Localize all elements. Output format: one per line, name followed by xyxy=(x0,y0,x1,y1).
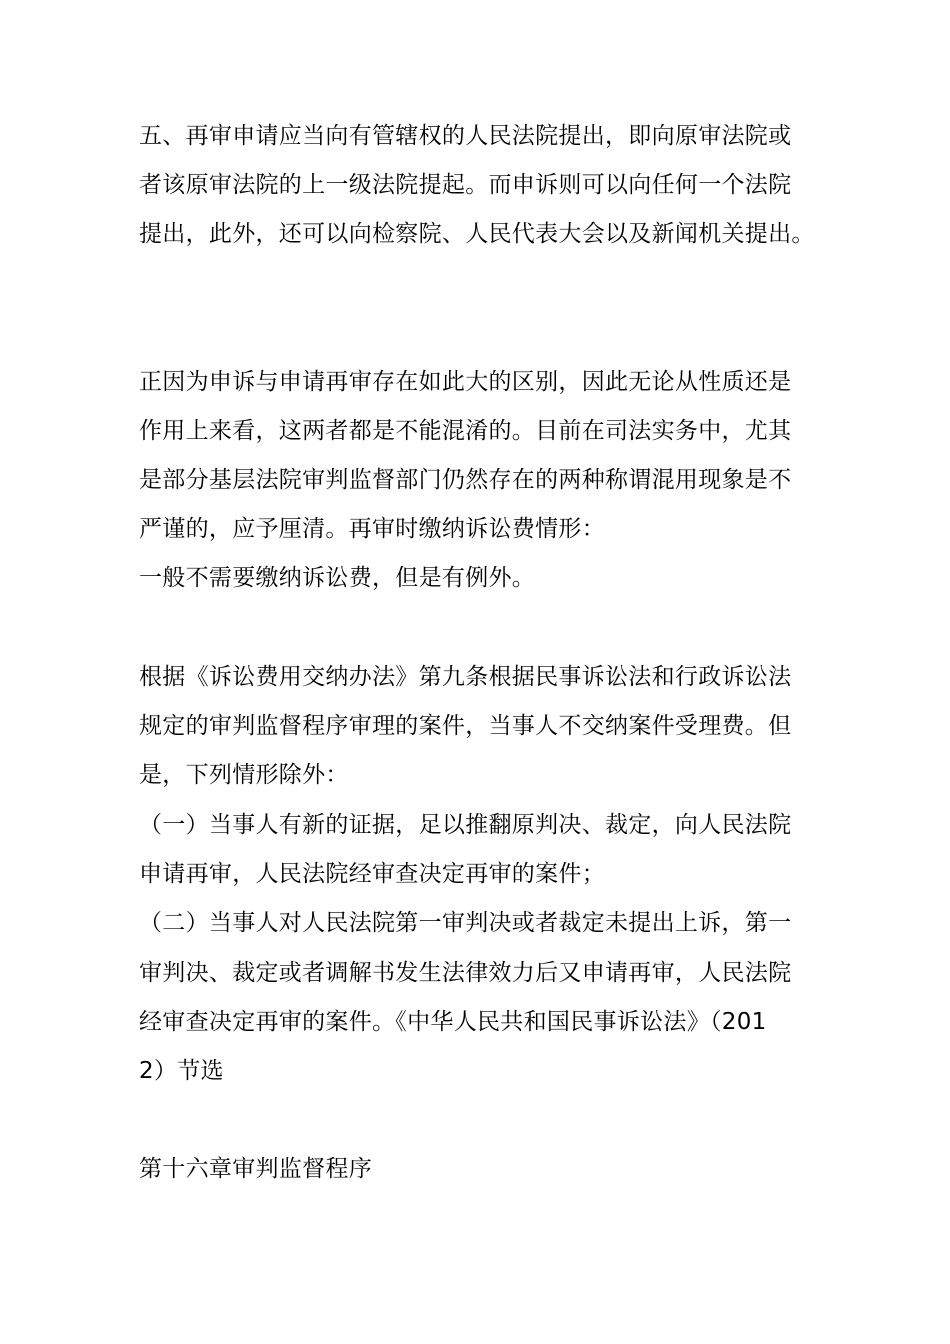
conclusion-line: 正因为申诉与申请再审存在如此大的区别，因此无论从性质还是 xyxy=(139,369,792,395)
exception-1-line: 申请再审，人民法院经审查决定再审的案件； xyxy=(139,861,605,887)
conclusion-line: 严谨的，应予厘清。再审时缴纳诉讼费情形： xyxy=(139,516,605,542)
paragraph-5-line: 者该原审法院的上一级法院提起。而申诉则可以向任何一个法院 xyxy=(139,172,792,198)
fee-rule-line: 一般不需要缴纳诉讼费，但是有例外。 xyxy=(139,565,536,591)
exception-2-line: 2）节选 xyxy=(139,1058,224,1084)
basis-line: 是，下列情形除外： xyxy=(139,762,349,788)
exception-2-line: 审判决、裁定或者调解书发生法律效力后又申请再审，人民法院 xyxy=(139,960,792,986)
paragraph-5-line: 五、再审申请应当向有管辖权的人民法院提出，即向原审法院或 xyxy=(139,123,792,149)
conclusion-line: 是部分基层法院审判监督部门仍然存在的两种称谓混用现象是不 xyxy=(139,467,792,493)
basis-line: 根据《诉讼费用交纳办法》第九条根据民事诉讼法和行政诉讼法 xyxy=(139,664,792,690)
chapter-heading: 第十六章审判监督程序 xyxy=(139,1156,372,1182)
basis-line: 规定的审判监督程序审理的案件，当事人不交纳案件受理费。但 xyxy=(139,713,792,739)
exception-2-line: （二）当事人对人民法院第一审判决或者裁定未提出上诉，第一 xyxy=(139,910,792,936)
exception-1-line: （一）当事人有新的证据，足以推翻原判决、裁定，向人民法院 xyxy=(139,812,792,838)
paragraph-5-line: 提出，此外，还可以向检察院、人民代表大会以及新闻机关提出。 xyxy=(139,221,815,247)
conclusion-line: 作用上来看，这两者都是不能混淆的。目前在司法实务中，尤其 xyxy=(139,418,792,444)
exception-2-line: 经审查决定再审的案件。《中华人民共和国民事诉讼法》（201 xyxy=(139,1009,767,1035)
